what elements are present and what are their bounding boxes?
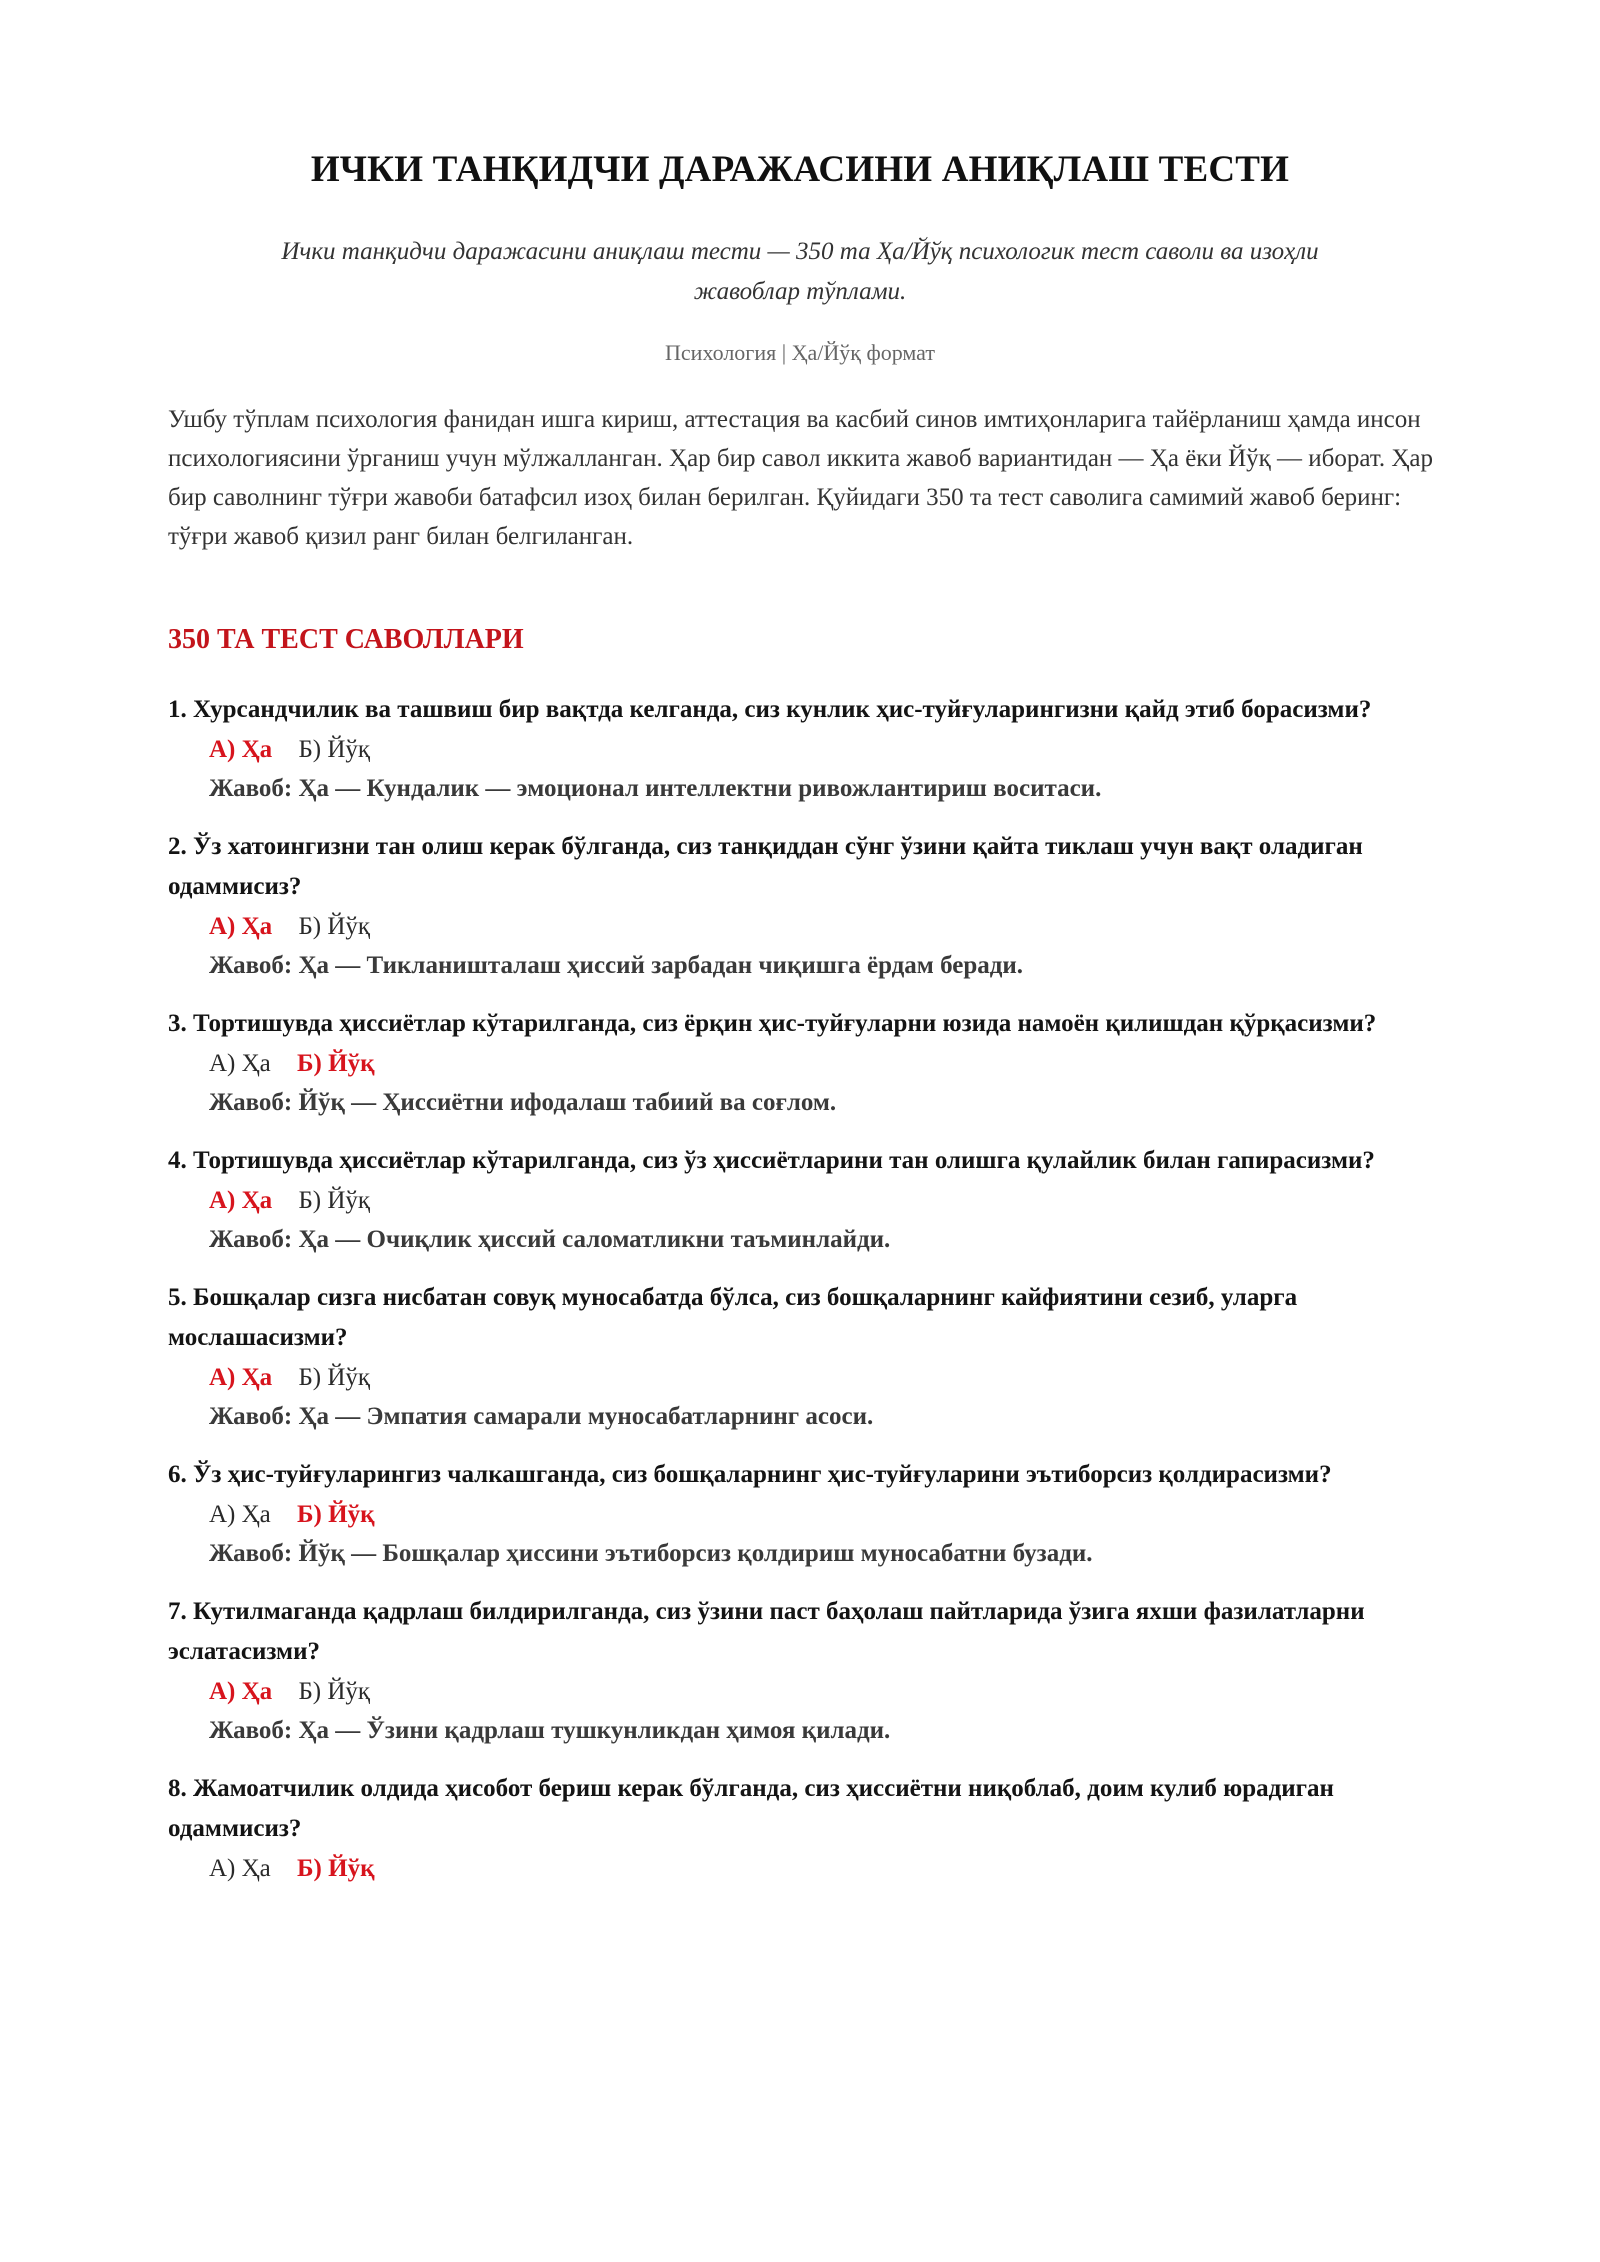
answer-explanation: Жавоб: Ҳа — Эмпатия самарали муносабатларнинг асоси. xyxy=(209,1403,874,1430)
question-text: 6. Ўз ҳис-туйғуларингиз чалкашганда, сиз бошқаларнинг ҳис-туйғуларини эътиборсиз қолдирасизми? xyxy=(168,1461,1332,1488)
question-item xyxy=(168,1455,1468,1574)
option-a: А) Ҳа xyxy=(209,1050,271,1077)
question-text: 4. Тортишувда ҳиссиётлар кўтарилганда, сиз ўз ҳиссиётларини тан олишга қулайлик билан гапирасизми? xyxy=(168,1147,1375,1174)
answer-explanation: Жавоб: Ҳа — Кундалик — эмоционал интеллектни ривожлантириш воситаси. xyxy=(209,775,1102,802)
question-item xyxy=(168,1769,1468,1888)
question-item xyxy=(168,1592,1468,1751)
option-a: А) Ҳа xyxy=(209,1678,273,1705)
option-b: Б) Йўқ xyxy=(298,1678,371,1705)
question-text: 2. Ўз хатоингизни тан олиш керак бўлганда, сиз танқиддан сўнг ўзини қайта тиклаш учун вақт оладиган одаммисиз? xyxy=(168,833,1363,900)
document-title: ИЧКИ ТАНҚИДЧИ ДАРАЖАСИНИ АНИҚЛАШ ТЕСТИ xyxy=(310,149,1290,190)
question-options xyxy=(209,1672,1468,1711)
document-subtitle xyxy=(180,232,1420,312)
option-b: Б) Йўқ xyxy=(297,1050,375,1077)
answer-explanation: Жавоб: Ҳа — Очиқлик ҳиссий саломатликни таъминлайди. xyxy=(209,1226,891,1253)
question-text: 8. Жамоатчилик олдида ҳисобот бериш керак бўлганда, сиз ҳиссиётни ниқоблаб, доим кулиб юрадиган одаммисиз? xyxy=(168,1775,1334,1842)
option-a: А) Ҳа xyxy=(209,1187,273,1214)
option-b: Б) Йўқ xyxy=(298,1187,371,1214)
question-list xyxy=(168,690,1468,1906)
option-a: А) Ҳа xyxy=(209,736,273,763)
answer-explanation: Жавоб: Ҳа — Тикланишталаш ҳиссий зарбадан чиқишга ёрдам беради. xyxy=(209,952,1024,979)
answer-explanation: Жавоб: Ҳа — Ўзини қадрлаш тушкунликдан ҳимоя қилади. xyxy=(209,1717,891,1744)
question-options xyxy=(209,1495,1468,1534)
question-text: 1. Хурсандчилик ва ташвиш бир вақтда келганда, сиз кунлик ҳис-туйғуларингизни қайд этиб борасизми? xyxy=(168,696,1372,723)
question-item xyxy=(168,1004,1468,1123)
question-text: 7. Кутилмаганда қадрлаш билдирилганда, сиз ўзини паст баҳолаш пайтларида ўзига яхши фазилатларни эслатасизми? xyxy=(168,1598,1365,1665)
option-b: Б) Йўқ xyxy=(297,1855,375,1882)
question-options xyxy=(209,907,1468,946)
option-a: А) Ҳа xyxy=(209,1855,271,1882)
document-meta: Психология | Ҳа/Йўқ формат xyxy=(665,340,935,365)
question-options xyxy=(209,1358,1468,1397)
subtitle-line-2: жавоблар тўплами. xyxy=(693,278,907,305)
option-a: А) Ҳа xyxy=(209,1501,271,1528)
question-options xyxy=(209,1044,1468,1083)
question-options xyxy=(209,1181,1468,1220)
question-item xyxy=(168,1141,1468,1260)
option-b: Б) Йўқ xyxy=(298,1364,371,1391)
question-item xyxy=(168,1278,1468,1437)
question-options xyxy=(209,730,1468,769)
option-a: А) Ҳа xyxy=(209,1364,273,1391)
question-item xyxy=(168,827,1468,986)
intro-paragraph: Ушбу тўплам психология фанидан ишга кириш, аттестация ва касбий синов имтиҳонларига тайёрланиш ҳамда инсон психологиясини ўрганиш учун мўлжалланган. Ҳар бир савол иккита жавоб вариантидан — Ҳа ёки Йўқ — иборат. Ҳар бир саволнинг тўғри жавоби батафсил изоҳ билан берилган. Қуйидаги 350 та тест саволига самимий жавоб беринг: тўғри жавоб қизил ранг билан белгиланган. xyxy=(168,406,1434,550)
answer-explanation: Жавоб: Йўқ — Бошқалар ҳиссини эътиборсиз қолдириш муносабатни бузади. xyxy=(209,1540,1093,1567)
subtitle-line-1: Ички танқидчи даражасини аниқлаш тести — 350 та Ҳа/Йўқ психологик тест саволи ва изоҳли xyxy=(281,238,1319,265)
question-text: 5. Бошқалар сизга нисбатан совуқ муносабатда бўлса, сиз бошқаларнинг кайфиятини сезиб, уларга мослашасизми? xyxy=(168,1284,1298,1351)
option-b: Б) Йўқ xyxy=(298,913,371,940)
option-a: А) Ҳа xyxy=(209,913,273,940)
answer-explanation: Жавоб: Йўқ — Ҳиссиётни ифодалаш табиий ва соғлом. xyxy=(209,1089,837,1116)
question-options xyxy=(209,1849,1468,1888)
question-text: 3. Тортишувда ҳиссиётлар кўтарилганда, сиз ёрқин ҳис-туйғуларни юзида намоён қилишдан қўрқасизми? xyxy=(168,1010,1377,1037)
section-heading: 350 ТА ТЕСТ САВОЛЛАРИ xyxy=(168,624,524,655)
option-b: Б) Йўқ xyxy=(297,1501,375,1528)
option-b: Б) Йўқ xyxy=(298,736,371,763)
question-item xyxy=(168,690,1468,809)
